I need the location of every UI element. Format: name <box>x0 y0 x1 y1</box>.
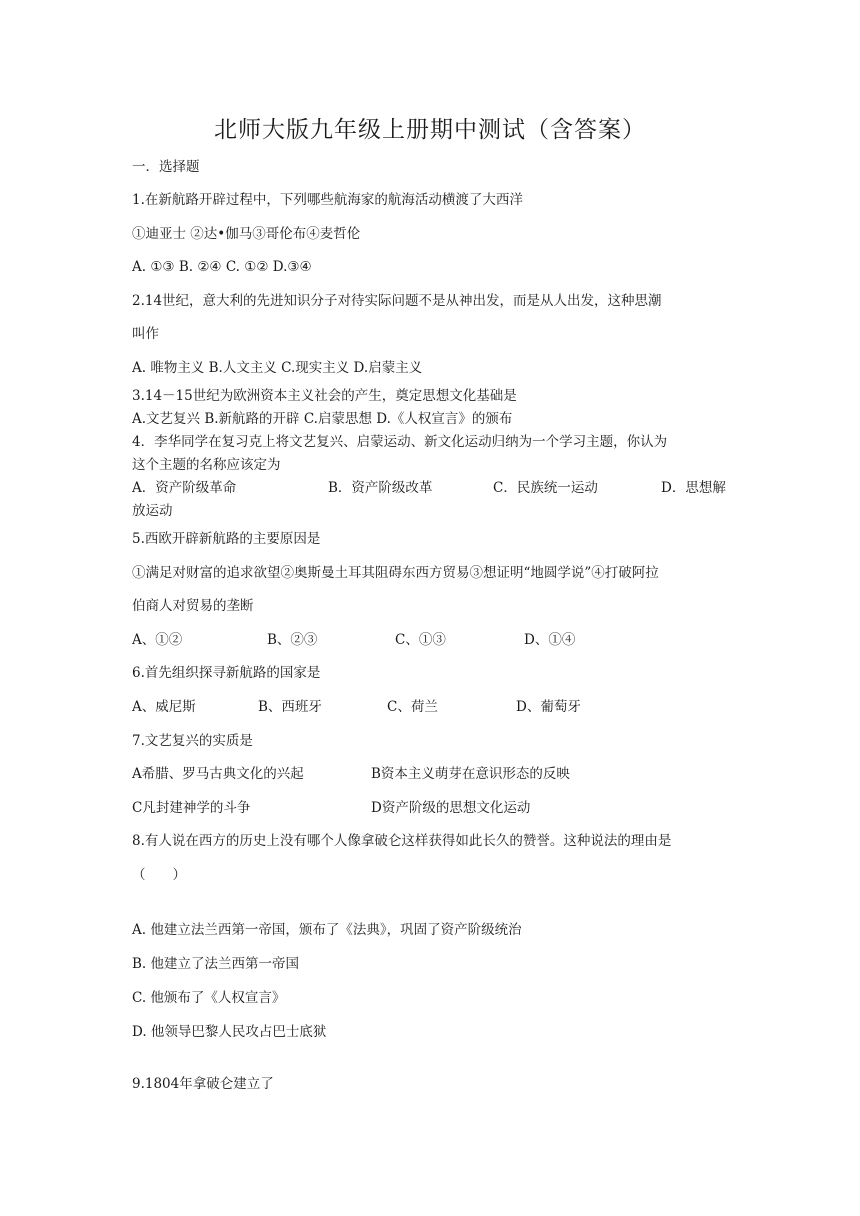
question-4-option-b: B．资产阶级改革 <box>328 480 433 496</box>
question-6-option-d: D、葡萄牙 <box>516 699 581 715</box>
question-4-stem: 4．李华同学在复习克上将文艺复兴、启蒙运动、新文化运动归纳为一个学习主题，你认为 <box>132 434 668 450</box>
question-8-stem: 8.有人说在西方的历史上没有哪个人像拿破仑这样获得如此长久的赞誉。这种说法的理由是 <box>132 833 672 849</box>
question-8-option-a: A. 他建立法兰西第一帝国，颁布了《法典》，巩固了资产阶级统治 <box>132 922 522 938</box>
question-1-options: A. ①③ B. ②④ C. ①② D.③④ <box>132 259 312 275</box>
question-5-items-cont: 伯商人对贸易的垄断 <box>132 598 254 614</box>
question-6-stem: 6.首先组织探寻新航路的国家是 <box>132 665 321 681</box>
question-5-stem: 5.西欧开辟新航路的主要原因是 <box>132 531 321 547</box>
question-4-option-d-cont: 放运动 <box>132 503 173 519</box>
question-5-option-c: C、①③ <box>395 632 446 648</box>
question-5-option-b: B、②③ <box>267 632 318 648</box>
question-5-option-d: D、①④ <box>524 632 576 648</box>
question-6-option-c: C、荷兰 <box>387 699 438 715</box>
question-8-stem-cont: （ ） <box>132 867 186 883</box>
question-7-option-c: C凡封建神学的斗争 <box>132 800 251 816</box>
question-4-option-a: A．资产阶级革命 <box>132 480 237 496</box>
question-8-option-c: C. 他颁布了《人权宣言》 <box>132 990 286 1006</box>
question-7-option-a: A希腊、罗马古典文化的兴起 <box>132 766 304 782</box>
question-8-option-b: B. 他建立了法兰西第一帝国 <box>132 956 300 972</box>
question-7-option-d: D资产阶级的思想文化运动 <box>371 800 531 816</box>
question-8-option-d: D. 他领导巴黎人民攻占巴士底狱 <box>132 1024 327 1040</box>
section-heading: 一．选择题 <box>132 159 200 175</box>
question-4-option-c: C．民族统一运动 <box>493 480 598 496</box>
question-5-items: ①满足对财富的追求欲望②奥斯曼土耳其阻碍东西方贸易③想证明“地圆学说”④打破阿拉 <box>132 565 659 581</box>
question-1-items: ①迪亚士 ②达•伽马③哥伦布④麦哲伦 <box>132 226 361 242</box>
question-6-option-b: B、西班牙 <box>258 699 322 715</box>
question-5-option-a: A、①② <box>132 632 183 648</box>
question-4-option-d: D．思想解 <box>661 480 726 496</box>
question-7-option-b: B资本主义萌芽在意识形态的反映 <box>371 766 570 782</box>
question-7-stem: 7.文艺复兴的实质是 <box>132 733 253 749</box>
question-2-stem-cont: 叫作 <box>132 326 159 342</box>
question-3-stem: 3.14－15世纪为欧洲资本主义社会的产生，奠定思想文化基础是 <box>132 388 517 404</box>
question-2-options: A. 唯物主义 B.人文主义 C.现实主义 D.启蒙主义 <box>132 360 423 376</box>
question-6-option-a: A、威尼斯 <box>132 699 196 715</box>
question-9-stem: 9.1804年拿破仑建立了 <box>132 1076 274 1092</box>
question-3-options: A.文艺复兴 B.新航路的开辟 C.启蒙思想 D.《人权宣言》的颁布 <box>132 411 513 427</box>
question-4-stem-cont: 这个主题的名称应该定为 <box>132 457 281 473</box>
question-1-stem: 1.在新航路开辟过程中，下列哪些航海家的航海活动横渡了大西洋 <box>132 192 523 208</box>
page-title: 北师大版九年级上册期中测试（含答案） <box>214 117 646 143</box>
question-2-stem: 2.14世纪，意大利的先进知识分子对待实际问题不是从神出发，而是从人出发，这种思潮 <box>132 293 662 309</box>
